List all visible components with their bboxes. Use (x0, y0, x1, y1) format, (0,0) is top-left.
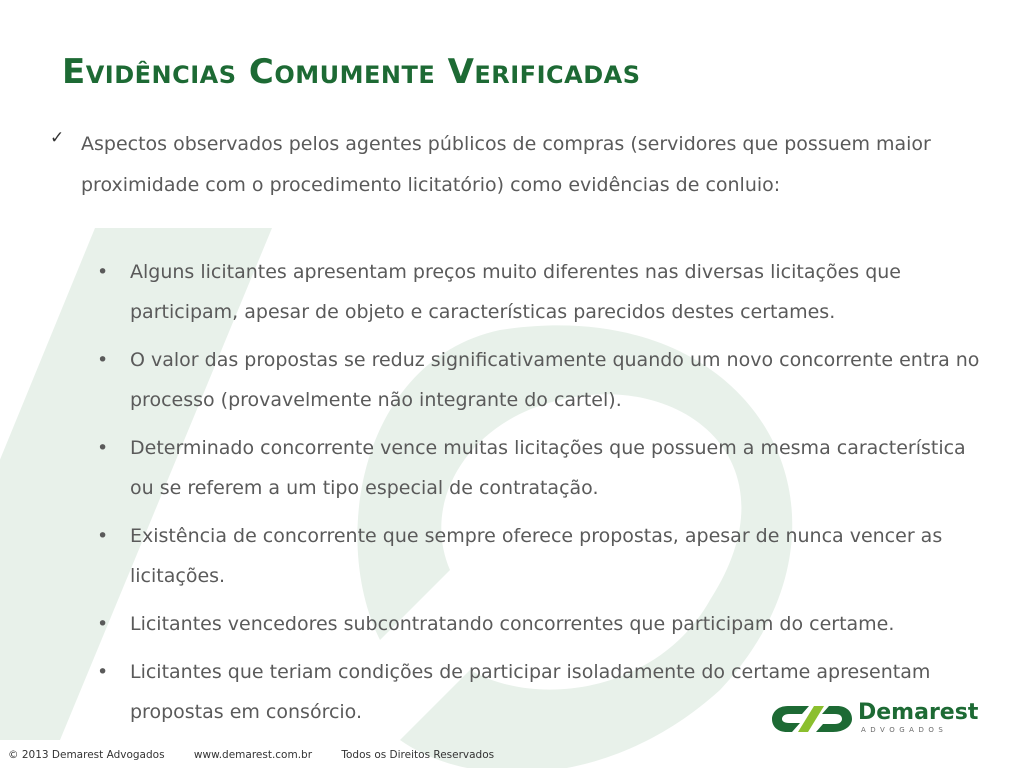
list-item (95, 604, 985, 644)
demarest-logo (770, 700, 980, 742)
list-item-text: O valor das propostas se reduz significativamente quando um novo concorrente entra no processo (provavelmente não integrante do cartel). (130, 349, 980, 411)
bullet-icon: • (97, 437, 109, 459)
list-item (95, 340, 985, 420)
evidence-list (95, 252, 985, 740)
list-item-text: Licitantes que teriam condições de participar isoladamente do certame apresentam propostas em consórcio. (130, 661, 931, 723)
list-item (95, 252, 985, 332)
footer-rights: Todos os Direitos Reservados (341, 749, 495, 761)
footer-website: www.demarest.com.br (193, 749, 313, 761)
list-item (95, 428, 985, 508)
list-item-text: Existência de concorrente que sempre oferece propostas, apesar de nunca vencer as licitações. (130, 525, 943, 587)
footer-copyright: © 2013 Demarest Advogados (8, 749, 165, 761)
bullet-icon: • (97, 661, 109, 683)
slide-title: Evidências Comumente Verificadas (62, 52, 641, 92)
checkmark-icon: ✓ (50, 128, 65, 148)
main-point (50, 124, 980, 206)
bullet-icon: • (97, 525, 109, 547)
logo-name: Demarest (858, 700, 979, 725)
list-item-text: Alguns licitantes apresentam preços muito diferentes nas diversas licitações que participam, apesar de objeto e características parecidos destes certames. (130, 261, 901, 323)
main-point-text: Aspectos observados pelos agentes públicos de compras (servidores que possuem maior proximidade com o procedimento licitatório) como evidências de conluio: (81, 133, 931, 196)
bullet-icon: • (97, 261, 109, 283)
bullet-icon: • (97, 613, 109, 635)
footer (8, 749, 520, 761)
bullet-icon: • (97, 349, 109, 371)
logo-subtitle: ADVOGADOS (861, 726, 948, 734)
list-item (95, 516, 985, 596)
list-item-text: Determinado concorrente vence muitas licitações que possuem a mesma característica ou se referem a um tipo especial de contratação. (130, 437, 966, 499)
logo-mark-icon (770, 702, 854, 736)
list-item-text: Licitantes vencedores subcontratando concorrentes que participam do certame. (130, 613, 895, 635)
